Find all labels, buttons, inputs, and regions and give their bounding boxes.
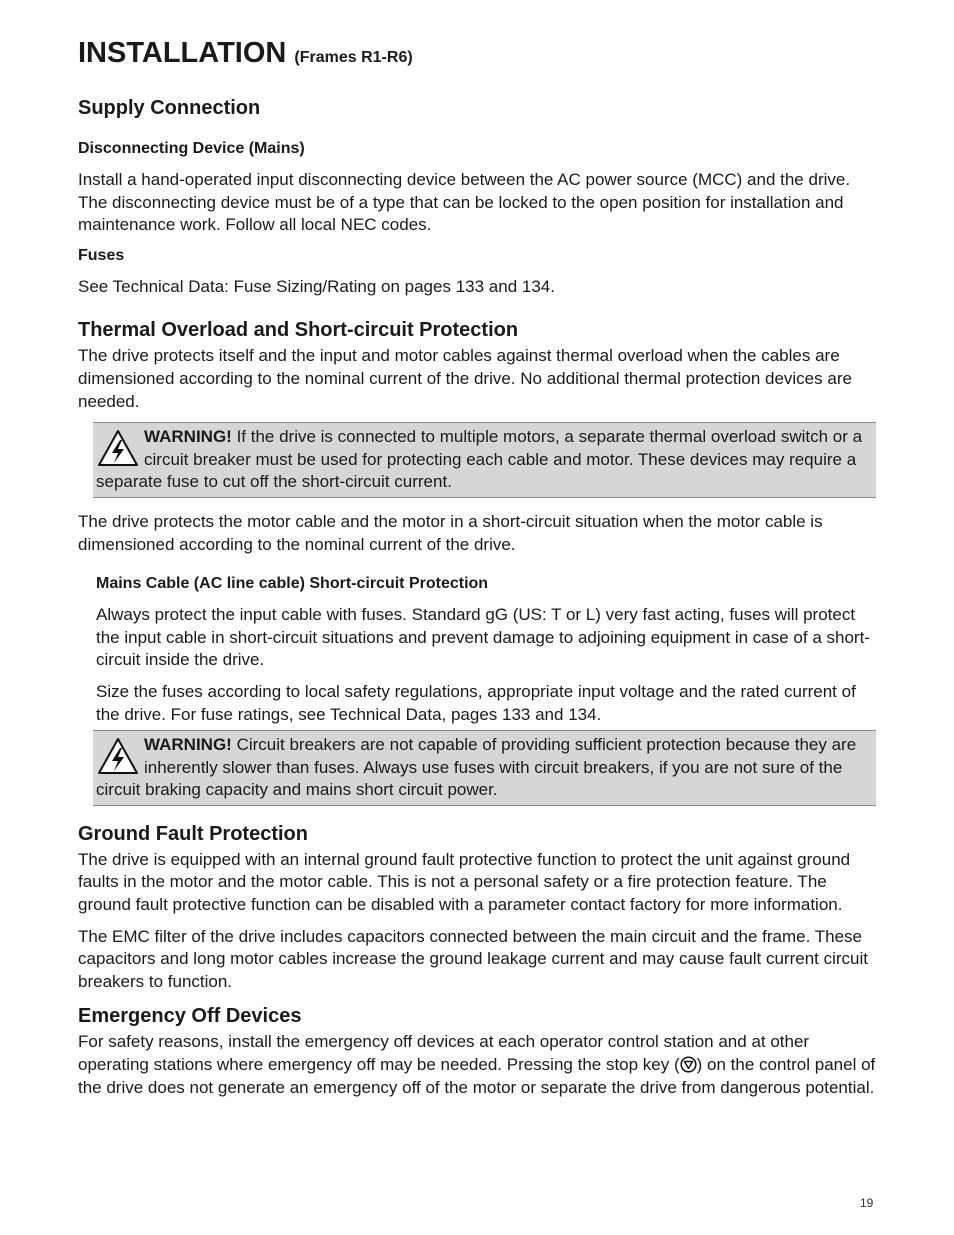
supply-connection-heading: Supply Connection — [78, 97, 261, 119]
thermal-overload-heading: Thermal Overload and Short-circuit Protection — [78, 319, 519, 342]
page-title — [78, 36, 878, 75]
ground-fault-heading: Ground Fault Protection — [78, 822, 308, 845]
ground-fault-text-2: The EMC filter of the drive includes capacitors connected between the main circuit and the frame. These capacitors and long motor cables increase the ground leakage current and may cause fault current circuit breakers to function. — [78, 926, 868, 991]
thermal-overload-text: The drive protects itself and the input and motor cables against thermal overload when the cables are dimensioned according to the nominal current of the drive. No additional thermal protection devices are needed. — [78, 346, 852, 411]
mains-cable-text-1: Always protect the input cable with fuses. Standard gG (US: T or L) very fast acting, fuses will protect the input cable in short-circuit situations and prevent damage to adjoining equipment in case of a short-circuit inside the drive. — [96, 605, 870, 670]
warning-label: WARNING! — [144, 427, 232, 447]
title-subtitle: (Frames R1-R6) — [294, 49, 413, 66]
mains-cable-text-2: Size the fuses according to local safety regulations, appropriate input voltage and the rated current of the drive. For fuse ratings, see Technical Data, pages 133 and 134. — [96, 681, 856, 724]
warning-voltage-icon — [96, 428, 140, 468]
warning-box-thermal — [93, 422, 876, 498]
fuses-heading: Fuses — [78, 246, 125, 264]
emergency-off-text — [78, 1031, 878, 1099]
emergency-text-part-2: ) on the control panel of the drive does not generate an emergency off of the motor or separate the drive from dangerous potential. — [78, 1055, 876, 1097]
stop-key-icon — [680, 1056, 697, 1073]
page-number: 19 — [860, 1196, 874, 1210]
mains-cable-heading: Mains Cable (AC line cable) Short-circuit Protection — [96, 575, 489, 593]
emergency-text-part-1: For safety reasons, install the emergency off devices at each operator control station and at other operating stations where emergency off may be needed. Pressing the stop key ( — [78, 1032, 810, 1075]
motor-cable-protection-text: The drive protects the motor cable and the motor in a short-circuit situation when the motor cable is dimensioned according to the nominal current of the drive. — [78, 511, 823, 554]
warning-label: WARNING! — [144, 735, 232, 755]
ground-fault-text-1: The drive is equipped with an internal ground fault protective function to protect the unit against ground faults in the motor and the motor cable. This is not a personal safety or a fire protection feature. The ground fault protective function can be disabled with a parameter contact factory for more information. — [78, 849, 851, 915]
warning-box-circuit-breakers — [93, 730, 876, 806]
emergency-off-heading: Emergency Off Devices — [78, 1005, 302, 1028]
warning-text: Circuit breakers are not capable of providing sufficient protection because they are inherently slower than fuses. Always use fuses with circuit breakers, if you are not sure of the circuit braking capacity and mains short circuit power. — [96, 735, 857, 800]
fuses-text: See Technical Data: Fuse Sizing/Rating on pages 133 and 134. — [78, 276, 555, 296]
warning-voltage-icon — [96, 736, 140, 776]
warning-text: If the drive is connected to multiple motors, a separate thermal overload switch or a circuit breaker must be used for protecting each cable and motor. These devices may require a separate fuse to cut off the short-circuit current. — [96, 427, 863, 492]
disconnecting-device-text: Install a hand-operated input disconnecting device between the AC power source (MCC) and the drive. The disconnecting device must be of a type that can be locked to the open position for installation and maintenance work. Follow all local NEC codes. — [78, 170, 851, 235]
disconnecting-device-heading: Disconnecting Device (Mains) — [78, 140, 305, 157]
page-content — [78, 36, 878, 1099]
title-main: INSTALLATION — [78, 37, 287, 69]
